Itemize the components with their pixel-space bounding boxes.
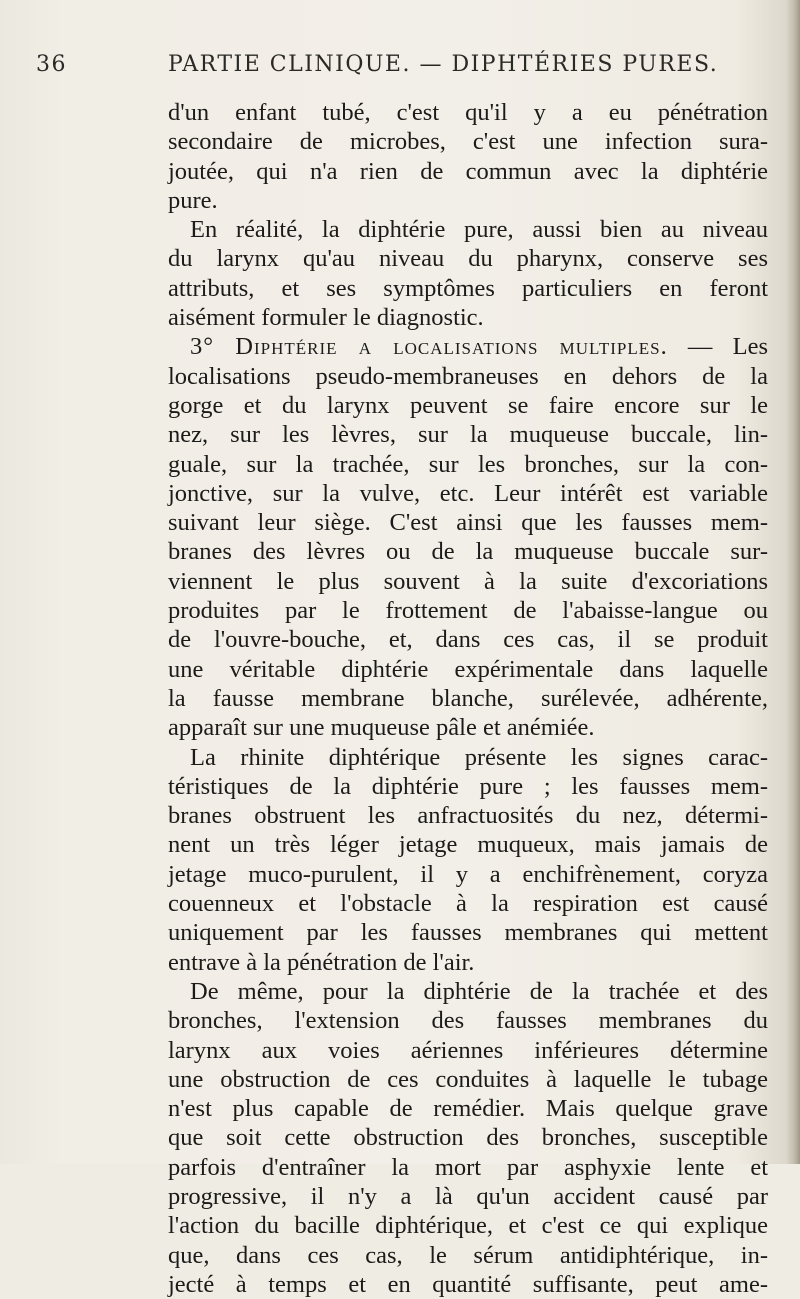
paragraph-start-line: La rhinite diphtérique présente les signes carac- — [190, 743, 768, 771]
paragraph-start-line: De même, pour la diphtérie de la trachée et des — [190, 977, 768, 1005]
page-edge-shadow — [786, 0, 800, 1164]
text-line: jecté à temps et en quantité suffisante, peut ame- — [168, 1270, 768, 1298]
text-line: attributs, et ses symptômes particuliers en feront — [168, 274, 768, 302]
text-line: suivant leur siège. C'est ainsi que les fausses mem- — [168, 509, 768, 537]
text-line: branes obstruent les anfractuosités du nez, détermi- — [168, 802, 768, 830]
text-line: bronches, l'extension des fausses membranes du — [168, 1007, 768, 1035]
text-line: d'un enfant tubé, c'est qu'il y a eu pénétration — [168, 99, 768, 126]
text-line: une véritable diphtérie expérimentale dans laquelle — [168, 655, 768, 683]
text-line: l'action du bacille diphtérique, et c'est ce qui explique — [168, 1212, 768, 1240]
text-line: joutée, qui n'a rien de commun avec la diphtérie — [168, 157, 768, 185]
text-line: progressive, il n'y a là qu'un accident causé par — [168, 1182, 768, 1210]
page-header — [36, 52, 719, 77]
text-line: téristiques de la diphtérie pure ; les fausses mem- — [168, 772, 768, 800]
section-heading: 3° Diphtérie a localisations multiples. — [190, 333, 668, 361]
running-title: PARTIE CLINIQUE. — DIPHTÉRIES PURES. — [168, 52, 719, 77]
text-line: de l'ouvre-bouche, et, dans ces cas, il se produit — [168, 626, 768, 654]
text-line: viennent le plus souvent à la suite d'excoriations — [168, 567, 768, 595]
text-line: apparaît sur une muqueuse pâle et anémiée. — [168, 714, 595, 742]
section-heading-tail: — Les — [667, 333, 768, 361]
text-line: couenneux et l'obstacle à la respiration est causé — [168, 890, 768, 918]
text-line: que soit cette obstruction des bronches, susceptible — [168, 1124, 768, 1152]
page-number: 36 — [36, 52, 67, 77]
text-line: jonctive, sur la vulve, etc. Leur intérêt est variable — [168, 479, 768, 507]
text-line: la fausse membrane blanche, surélevée, adhérente, — [168, 684, 768, 712]
text-line: branes des lèvres ou de la muqueuse buccale sur- — [168, 538, 768, 566]
section-heading-line — [168, 332, 768, 361]
paragraph-start-line: En réalité, la diphtérie pure, aussi bien au niveau — [190, 216, 768, 244]
text-line: nent un très léger jetage muqueux, mais jamais de — [168, 831, 768, 859]
body-text — [168, 98, 768, 1299]
text-line: une obstruction de ces conduites à laquelle le tubage — [168, 1065, 768, 1093]
text-line: parfois d'entraîner la mort par asphyxie lente et — [168, 1153, 768, 1181]
text-line: aisément formuler le diagnostic. — [168, 304, 484, 332]
text-line: du larynx qu'au niveau du pharynx, conserve ses — [168, 245, 768, 273]
text-line: localisations pseudo-membraneuses en dehors de la — [168, 362, 768, 390]
text-line: n'est plus capable de remédier. Mais quelque grave — [168, 1095, 768, 1123]
text-line: pure. — [168, 186, 218, 214]
text-line: produites par le frottement de l'abaisse-langue ou — [168, 597, 768, 625]
text-line: que, dans ces cas, le sérum antidiphtérique, in- — [168, 1241, 768, 1269]
text-line: gorge et du larynx peuvent se faire encore sur le — [168, 391, 768, 419]
text-line: guale, sur la trachée, sur les bronches, sur la con- — [168, 450, 768, 478]
text-line: secondaire de microbes, c'est une infection sura- — [168, 128, 768, 156]
text-line: entrave à la pénétration de l'air. — [168, 948, 475, 976]
text-line: nez, sur les lèvres, sur la muqueuse buccale, lin- — [168, 421, 768, 449]
text-line: uniquement par les fausses membranes qui mettent — [168, 919, 768, 947]
text-line: jetage muco-purulent, il y a enchifrènement, coryza — [168, 860, 768, 888]
text-line: larynx aux voies aériennes inférieures détermine — [168, 1036, 768, 1064]
